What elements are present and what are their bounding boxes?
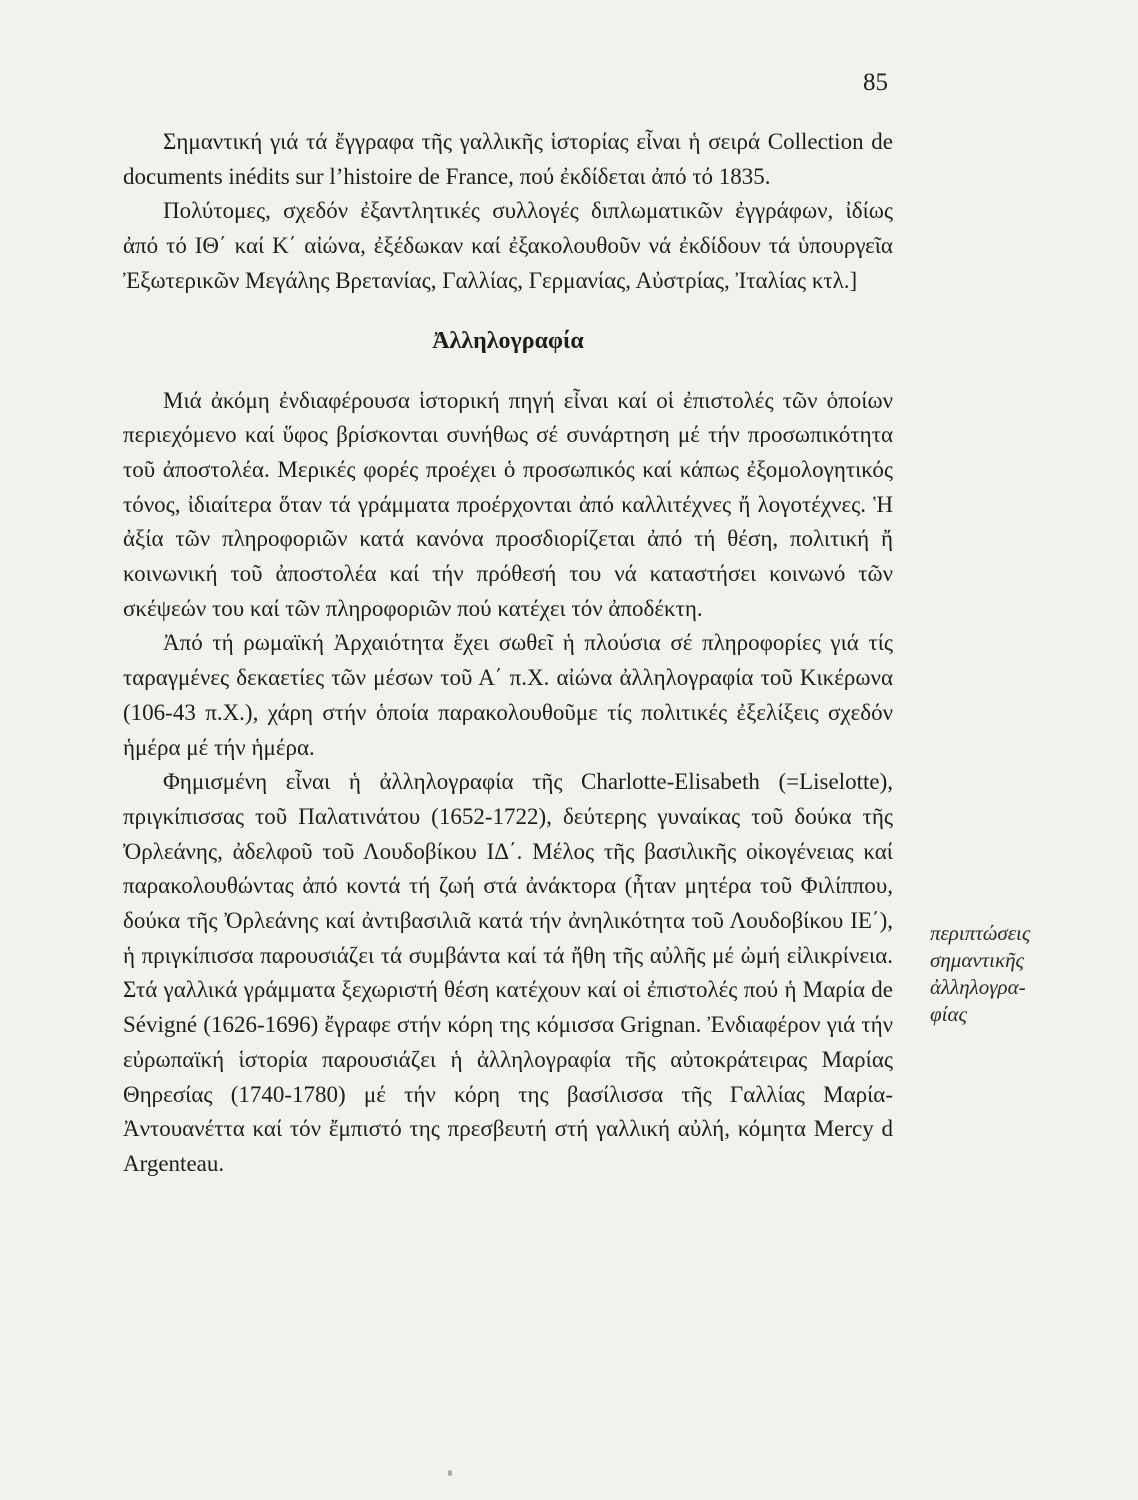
page-number: 85 (863, 69, 888, 96)
margin-note-line: σημαντικῆς (930, 948, 1025, 972)
intro-paragraph-2: Πολύτομες, σχεδόν ἐξαντλητικές συλλογές διπλωματικῶν ἐγγράφων, ἰδίως ἀπό τό ΙΘ΄ καί Κ΄ αἰώνα, ἐξέδωκαν καί ἐξακολουθοῦν νά ἐκδίδουν τά ὑπουργεῖα Ἐξωτερικῶν Μεγάλης Βρετανίας, Γαλλίας, Γερμανίας, Αὐστρίας, Ἰταλίας κτλ.] (123, 198, 893, 293)
margin-note-line: ἀλληλογρα- (930, 975, 1026, 999)
scan-speck (448, 1470, 452, 1476)
margin-note-line: περιπτώσεις (930, 921, 1031, 945)
correspondence-paragraph-1: Μιά ἀκόμη ἐνδιαφέρουσα ἱστορική πηγή εἶναι καί οἱ ἐπιστολές τῶν ὁποίων περιεχόμενο καί ὕφος βρίσκονται συνήθως σέ συνάρτηση μέ τήν προσωπικότητα τοῦ ἀποστολέα. Μερικές φορές προέχει ὁ προσωπικός καί κάπως ἐξομολογητικός τόνος, ἰδιαίτερα ὅταν τά γράμματα προέρχονται ἀπό καλλιτέχνες ἤ λογοτέχνες. Ἡ ἀξία τῶν πληροφοριῶν κατά κανόνα προσδιορίζεται ἀπό τή θέση, πολιτική ἤ κοινωνική τοῦ ἀποστολέα καί τήν πρόθεσή του νά καταστήσει κοινωνό τῶν σκέψεών του καί τῶν πληροφοριῶν πού κατέχει τόν ἀποδέκτη. (123, 387, 893, 621)
main-text (123, 125, 893, 1182)
margin-note (930, 920, 1060, 1028)
correspondence-paragraph-3: Φημισμένη εἶναι ἡ ἀλληλογραφία τῆς Charlotte-Elisabeth (=Liselotte), πριγκίπισσας τοῦ Παλατινάτου (1652-1722), δεύτερης γυναίκας τοῦ δούκα τῆς Ὀρλεάνης, ἀδελφοῦ τοῦ Λουδοβίκου ΙΔ΄. Μέλος τῆς βασιλικῆς οἰκογένειας καί παρακολουθώντας ἀπό κοντά τή ζωή στά ἀνάκτορα (ἦταν μητέρα τοῦ Φιλίππου, δούκα τῆς Ὀρλεάνης καί ἀντιβασιλιᾶ κατά τήν ἀνηλικότητα τοῦ Λουδοβίκου ΙΕ΄), ἡ πριγκίπισσα παρουσιάζει τά συμβάντα καί τά ἤθη τῆς αὐλῆς μέ ὠμή εἰλικρίνεια. Στά γαλλικά γράμματα ξεχωριστή θέση κατέχουν καί οἱ ἐπιστολές πού ἡ Μαρία de Sévigné (1626-1696) ἔγραφε στήν κόρη της κόμισσα Grignan. Ἐνδιαφέρον γιά τήν εὐρωπαϊκή ἱστορία παρουσιάζει ἡ ἀλληλογραφία τῆς αὐτοκράτειρας Μαρίας Θηρεσίας (1740-1780) μέ τήν κόρη της βασίλισσα τῆς Γαλλίας Μαρία-Ἀντουανέττα καί τόν ἔμπιστό της πρεσβευτή στή γαλλική αὐλή, κόμητα Mercy d Argenteau. (123, 769, 893, 1176)
intro-paragraph-1: Σημαντική γιά τά ἔγγραφα τῆς γαλλικῆς ἱστορίας εἶναι ἡ σειρά Collection de documents inédits sur l’histoire de France, πού ἐκδίδεται ἀπό τό 1835. (123, 129, 893, 189)
section-heading: Ἀλληλογραφία (432, 327, 584, 354)
margin-note-line: φίας (930, 1002, 967, 1026)
correspondence-paragraph-2: Ἀπό τή ρωμαϊκή Ἀρχαιότητα ἔχει σωθεῖ ἡ πλούσια σέ πληροφορίες γιά τίς ταραγμένες δεκαετίες τῶν μέσων τοῦ Α΄ π.Χ. αἰώνα ἀλληλογραφία τοῦ Κικέρωνα (106-43 π.Χ.), χάρη στήν ὁποία παρακολουθοῦμε τίς πολιτικές ἐξελίξεις σχεδόν ἡμέρα μέ τήν ἡμέρα. (123, 630, 893, 760)
